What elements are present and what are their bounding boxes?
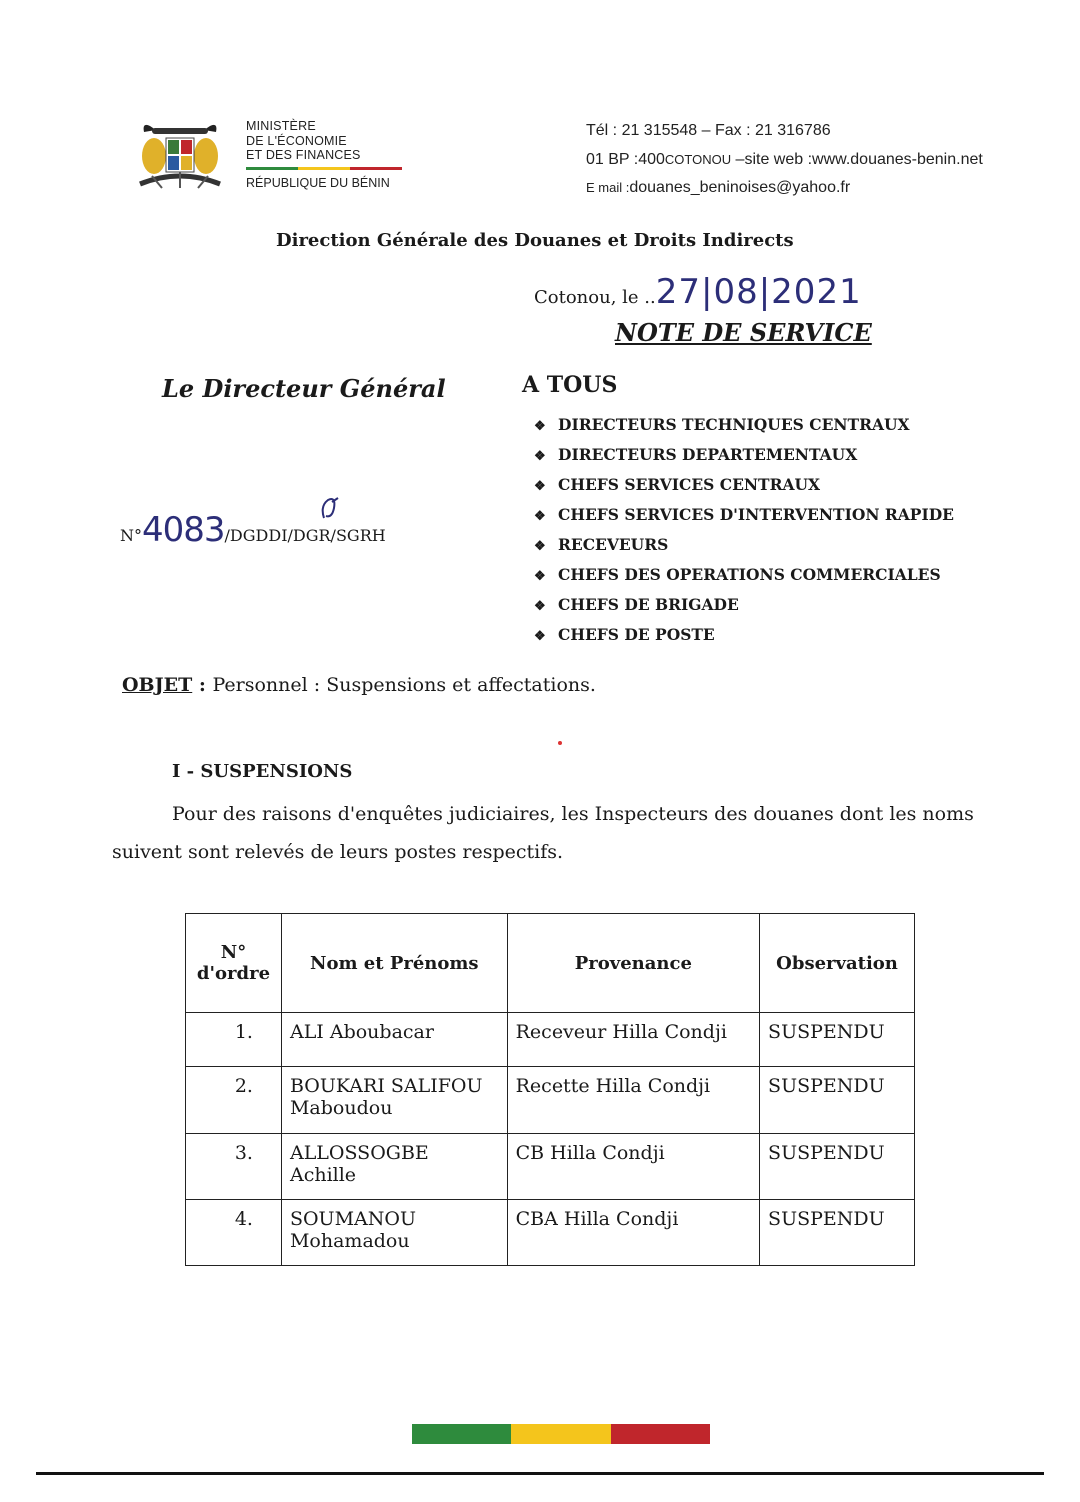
row-name-line-1: ALLOSSOGBE xyxy=(289,1142,429,1164)
row-provenance: CBA Hilla Condji xyxy=(507,1200,759,1266)
row-observation: SUSPENDU xyxy=(760,1200,915,1266)
contact-block xyxy=(586,117,983,203)
recipient-item xyxy=(534,440,954,470)
flag-stripe-red xyxy=(350,167,402,170)
footer-flag-red xyxy=(611,1424,710,1444)
recipient-label: DIRECTEURS DEPARTEMENTAUX xyxy=(558,445,858,464)
email-label: E mail : xyxy=(586,180,630,195)
row-name xyxy=(281,1067,507,1134)
recipient-label: CHEFS DE POSTE xyxy=(558,625,715,644)
recipient-item xyxy=(534,530,954,560)
row-observation: SUSPENDU xyxy=(760,1134,915,1200)
row-number: 2. xyxy=(186,1067,282,1134)
row-name xyxy=(281,1200,507,1266)
sender: Le Directeur Général xyxy=(162,374,446,403)
row-name xyxy=(281,1134,507,1200)
subject-label: OBJET xyxy=(122,674,193,696)
flag-stripe xyxy=(246,167,402,170)
date-rest-handwritten: |08|2021 xyxy=(701,272,862,312)
row-observation: SUSPENDU xyxy=(760,1067,915,1134)
diamond-bullet-icon: ❖ xyxy=(534,449,546,464)
row-provenance: Receveur Hilla Condji xyxy=(507,1013,759,1067)
recipient-label: CHEFS DE BRIGADE xyxy=(558,595,739,614)
email-line xyxy=(586,174,983,203)
row-name-line-1: SOUMANOU xyxy=(289,1208,416,1230)
table-row xyxy=(186,1200,915,1266)
flag-stripe-green xyxy=(246,167,298,170)
date-prefix: Cotonou, le .. xyxy=(534,287,656,308)
table-row xyxy=(186,1067,915,1134)
row-name-line-2: Mohamadou xyxy=(289,1230,410,1252)
stray-dot xyxy=(558,741,562,745)
subject-separator: : xyxy=(192,674,213,696)
recipient-label: CHEFS SERVICES CENTRAUX xyxy=(558,475,821,494)
row-name xyxy=(281,1013,507,1067)
row-name-line-1: ALI Aboubacar xyxy=(289,1021,434,1043)
header-observation: Observation xyxy=(760,914,915,1013)
diamond-bullet-icon: ❖ xyxy=(534,539,546,554)
row-name-line-2: Achille xyxy=(289,1164,357,1186)
row-number: 1. xyxy=(186,1013,282,1067)
recipient-label: DIRECTEURS TECHNIQUES CENTRAUX xyxy=(558,415,910,434)
republic-name: RÉPUBLIQUE DU BÉNIN xyxy=(246,176,390,190)
recipient-list xyxy=(534,410,954,650)
date-day-handwritten: 27 xyxy=(655,272,701,312)
bp-prefix: 01 BP :400 xyxy=(586,150,665,168)
paragraph-line-2: suivent sont relevés de leurs postes respectifs. xyxy=(112,841,564,863)
recipient-item xyxy=(534,410,954,440)
website: –site web :www.douanes-benin.net xyxy=(731,150,983,168)
footer-flag-yellow xyxy=(511,1424,610,1444)
footer-flag xyxy=(412,1424,710,1444)
reference-number xyxy=(120,510,386,550)
row-observation: SUSPENDU xyxy=(760,1013,915,1067)
phone-fax: Tél : 21 315548 – Fax : 21 316786 xyxy=(586,122,831,139)
recipient-item xyxy=(534,560,954,590)
paragraph-line-1: Pour des raisons d'enquêtes judiciaires, les Inspecteurs des douanes dont les noms xyxy=(172,803,974,825)
reference-number-handwritten: 4083 xyxy=(142,510,225,550)
diamond-bullet-icon: ❖ xyxy=(534,569,546,584)
header-provenance: Provenance xyxy=(507,914,759,1013)
row-number: 3. xyxy=(186,1134,282,1200)
diamond-bullet-icon: ❖ xyxy=(534,419,546,434)
coat-of-arms-logo xyxy=(132,118,228,198)
diamond-bullet-icon: ❖ xyxy=(534,629,546,644)
subject-text: Personnel : Suspensions et affectations. xyxy=(212,674,596,696)
ministry-line-2: DE L'ÉCONOMIE xyxy=(246,133,347,148)
ministry-line-3: ET DES FINANCES xyxy=(246,148,361,162)
row-number: 4. xyxy=(186,1200,282,1266)
email-value: douanes_beninoises@yahoo.fr xyxy=(629,179,851,196)
ministry-name xyxy=(246,119,361,163)
section-title: I - SUSPENSIONS xyxy=(172,761,353,782)
suspensions-table xyxy=(185,913,915,1266)
header-order-number: N° d'ordre xyxy=(186,914,282,1013)
postal-address xyxy=(586,146,983,175)
header-name: Nom et Prénoms xyxy=(281,914,507,1013)
recipient-item xyxy=(534,500,954,530)
bp-city: COTONOU xyxy=(664,151,732,167)
table-header-row xyxy=(186,914,915,1013)
row-provenance: CB Hilla Condji xyxy=(507,1134,759,1200)
row-name-line-1: BOUKARI SALIFOU xyxy=(289,1075,483,1097)
flag-stripe-yellow xyxy=(298,167,350,170)
recipient-label: CHEFS DES OPERATIONS COMMERCIALES xyxy=(558,565,941,584)
date-line xyxy=(534,272,862,312)
ministry-line-1: MINISTÈRE xyxy=(246,119,316,133)
footer-flag-green xyxy=(412,1424,511,1444)
direction-title: Direction Générale des Douanes et Droits Indirects xyxy=(276,230,794,251)
recipient-label: RECEVEURS xyxy=(558,535,669,554)
reference-suffix: /DGDDI/DGR/SGRH xyxy=(224,526,386,545)
recipient-item xyxy=(534,470,954,500)
diamond-bullet-icon: ❖ xyxy=(534,599,546,614)
diamond-bullet-icon: ❖ xyxy=(534,479,546,494)
recipient-item xyxy=(534,620,954,650)
document-title: NOTE DE SERVICE xyxy=(615,318,872,347)
reference-prefix: N° xyxy=(120,526,142,545)
addressee-heading: A TOUS xyxy=(522,372,618,398)
handwritten-initial-mark xyxy=(318,496,342,522)
row-name-line-2: Maboudou xyxy=(289,1097,393,1119)
table-row xyxy=(186,1134,915,1200)
subject-line xyxy=(122,674,596,696)
footer-rule xyxy=(36,1472,1044,1475)
row-provenance: Recette Hilla Condji xyxy=(507,1067,759,1134)
recipient-label: CHEFS SERVICES D'INTERVENTION RAPIDE xyxy=(558,505,954,524)
diamond-bullet-icon: ❖ xyxy=(534,509,546,524)
table-row xyxy=(186,1013,915,1067)
recipient-item xyxy=(534,590,954,620)
